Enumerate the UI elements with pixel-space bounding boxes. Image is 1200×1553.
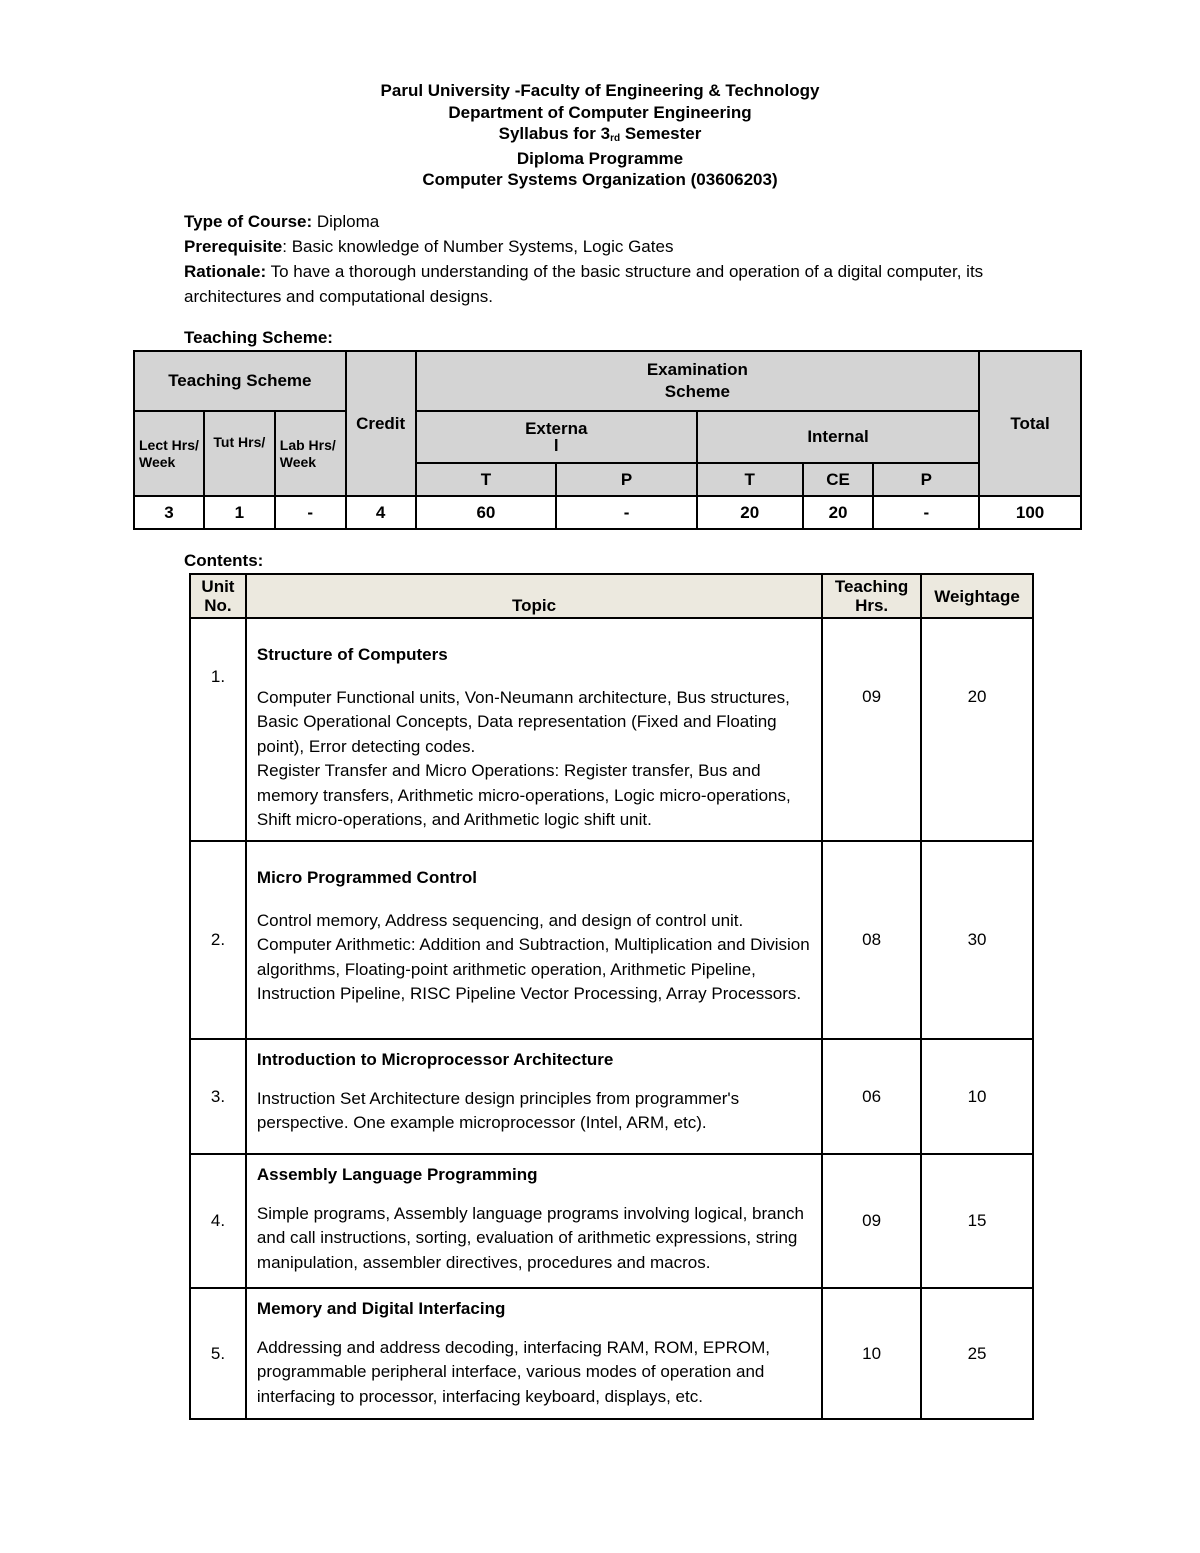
table-row xyxy=(190,841,1033,1039)
val-tut: 1 xyxy=(204,496,275,529)
document-header xyxy=(0,80,1200,191)
h-ext-t: T xyxy=(416,463,557,496)
rationale xyxy=(184,259,984,309)
h-unit-line2: No. xyxy=(204,596,232,615)
val-ext-t: 60 xyxy=(416,496,557,529)
h-int-ce: CE xyxy=(803,463,874,496)
h-hrs-line1: Teaching xyxy=(834,577,909,596)
h-external-line1: Externa xyxy=(525,419,588,438)
prerequisite xyxy=(184,234,984,259)
contents-label: Contents: xyxy=(184,551,264,570)
h-exam-line1: Examination xyxy=(646,360,748,379)
val-int-t: 20 xyxy=(697,496,803,529)
topic-body-2: Register Transfer and Micro Operations: Register transfer, Bus and memory transfers, Arithmetic micro-operations, Logic micro-operations, Shift micro-operations, and Arithmetic logic shift unit. xyxy=(256,761,791,829)
teaching-hrs: 08 xyxy=(822,841,921,1039)
h-external-line2: l xyxy=(553,436,559,455)
unit-no: 1. xyxy=(190,618,246,841)
course-title: Computer Systems Organization (03606203) xyxy=(422,170,778,189)
unit-no: 3. xyxy=(190,1039,246,1154)
topic-cell xyxy=(246,618,822,841)
weightage: 10 xyxy=(921,1039,1033,1154)
h-teaching-hrs xyxy=(822,574,921,618)
topic-title: Structure of Computers xyxy=(256,645,448,664)
val-ext-p: - xyxy=(556,496,697,529)
topic-body-2: Computer Arithmetic: Addition and Subtraction, Multiplication and Division algorithms, Floating-point arithmetic operation, Arithmetic Pipeline, Instruction Pipeline, RISC Pipeline Vector Processing, Array Processors. xyxy=(256,935,810,1003)
val-int-p: - xyxy=(873,496,979,529)
weightage: 30 xyxy=(921,841,1033,1039)
prereq-value: : Basic knowledge of Number Systems, Logic Gates xyxy=(282,237,674,256)
h-external xyxy=(416,411,697,463)
table-row xyxy=(190,618,1033,841)
val-lab: - xyxy=(275,496,346,529)
val-total: 100 xyxy=(979,496,1081,529)
topic-body: Simple programs, Assembly language programs involving logical, branch and call instructions, sorting, evaluation of arithmetic expressions, string manipulation, assembler directives, procedures and macros. xyxy=(256,1203,805,1272)
teaching-hrs: 10 xyxy=(822,1288,921,1419)
weightage: 25 xyxy=(921,1288,1033,1419)
topic-title: Micro Programmed Control xyxy=(256,868,477,887)
type-label: Type of Course: xyxy=(184,212,313,231)
topic-body: Computer Functional units, Von-Neumann architecture, Bus structures, Basic Operational Concepts, Data representation (Fixed and Floating point), Error detecting codes. xyxy=(256,687,790,756)
topic-title: Memory and Digital Interfacing xyxy=(256,1299,506,1318)
unit-no: 5. xyxy=(190,1288,246,1419)
h-unit-line1: Unit xyxy=(201,577,235,596)
topic-cell xyxy=(246,1288,822,1419)
teaching-hrs: 06 xyxy=(822,1039,921,1154)
h-unit xyxy=(190,574,246,618)
h-weightage: Weightage xyxy=(921,574,1033,618)
syllabus-suffix: Semester xyxy=(620,124,702,143)
topic-title: Introduction to Microprocessor Architecture xyxy=(256,1050,614,1069)
rationale-label: Rationale: xyxy=(184,262,267,281)
h-tut: Tut Hrs/ xyxy=(204,411,275,496)
unit-no: 2. xyxy=(190,841,246,1039)
teaching-hrs: 09 xyxy=(822,1154,921,1288)
h-total: Total xyxy=(979,351,1081,496)
h-topic: Topic xyxy=(246,574,822,618)
topic-body: Addressing and address decoding, interfacing RAM, ROM, EPROM, programmable peripheral interface, various modes of operation and interfacing to processor, interfacing keyboard, displays, etc. xyxy=(256,1337,770,1406)
h-ext-p: P xyxy=(556,463,697,496)
type-of-course xyxy=(184,209,984,234)
h-teaching-scheme: Teaching Scheme xyxy=(134,351,346,411)
h-int-p: P xyxy=(873,463,979,496)
course-meta xyxy=(184,209,984,309)
h-exam-scheme xyxy=(416,351,980,411)
contents-table xyxy=(189,573,1034,1420)
table-row xyxy=(190,1154,1033,1288)
topic-cell xyxy=(246,1154,822,1288)
rationale-value: To have a thorough understanding of the basic structure and operation of a digital computer, its architectures and computational designs. xyxy=(184,262,984,306)
teaching-scheme-table xyxy=(133,350,1082,530)
h-exam-line2: Scheme xyxy=(664,382,730,401)
topic-title: Assembly Language Programming xyxy=(256,1165,538,1184)
val-lect: 3 xyxy=(134,496,204,529)
university-title: Parul University -Faculty of Engineering & Technology xyxy=(380,81,820,100)
h-credit: Credit xyxy=(346,351,416,496)
topic-body: Instruction Set Architecture design principles from programmer's perspective. One example microprocessor (Intel, ARM, etc). xyxy=(256,1088,740,1132)
h-lab: Lab Hrs/ Week xyxy=(275,411,346,496)
topic-body: Control memory, Address sequencing, and design of control unit. xyxy=(256,910,744,930)
weightage: 20 xyxy=(921,618,1033,841)
topic-cell xyxy=(246,841,822,1039)
h-lect: Lect Hrs/ Week xyxy=(134,411,204,496)
unit-no: 4. xyxy=(190,1154,246,1288)
prereq-label: Prerequisite xyxy=(184,237,283,256)
type-value: Diploma xyxy=(312,212,380,231)
topic-cell xyxy=(246,1039,822,1154)
weightage: 15 xyxy=(921,1154,1033,1288)
val-int-ce: 20 xyxy=(803,496,874,529)
val-credit: 4 xyxy=(346,496,416,529)
h-internal: Internal xyxy=(697,411,979,463)
teaching-hrs: 09 xyxy=(822,618,921,841)
programme-title: Diploma Programme xyxy=(516,148,684,168)
syllabus-prefix: Syllabus for 3 xyxy=(498,124,611,143)
syllabus-sup: rd xyxy=(610,133,621,144)
h-hrs-line2: Hrs. xyxy=(855,596,889,615)
teaching-scheme-label: Teaching Scheme: xyxy=(184,328,333,347)
syllabus-title xyxy=(0,123,1200,148)
h-int-t: T xyxy=(697,463,803,496)
table-row xyxy=(190,1039,1033,1154)
department-title: Department of Computer Engineering xyxy=(448,102,752,122)
table-row xyxy=(190,1288,1033,1419)
